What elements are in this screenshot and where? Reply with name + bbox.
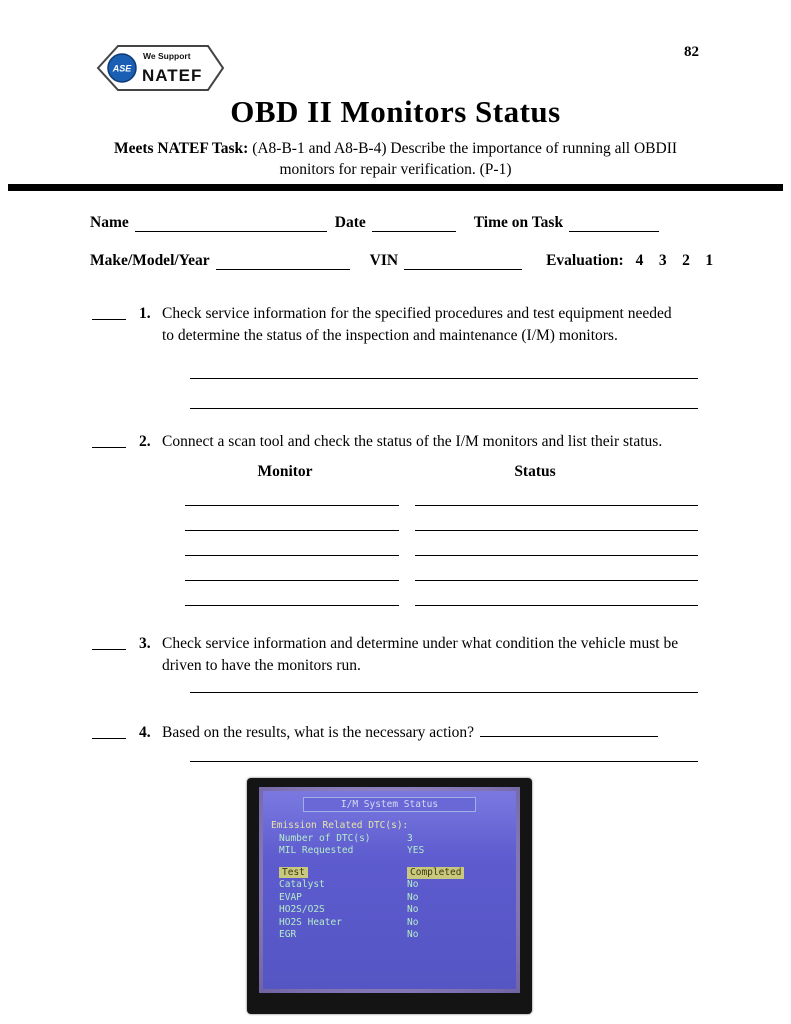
scan-tool-photo	[247, 778, 532, 1014]
monitor-blank-line	[185, 530, 399, 531]
monitor-blank-line	[185, 605, 399, 606]
logo-we-support-text: We Support	[143, 51, 191, 61]
mil-label: MIL Requested	[279, 845, 354, 856]
completed-header: Completed	[407, 867, 464, 880]
dtc-heading-row	[271, 820, 508, 833]
question-number: 2.	[139, 433, 151, 450]
answer-line	[190, 692, 698, 693]
monitor-status-row	[271, 929, 508, 942]
test-header: Test	[279, 867, 308, 878]
monitor-status-row	[271, 904, 508, 917]
checkoff-blank	[92, 722, 126, 739]
make-model-year-label: Make/Model/Year	[90, 252, 210, 269]
status-blank-line	[415, 605, 698, 606]
form-row-vehicle	[90, 252, 713, 270]
checkoff-blank	[92, 303, 126, 320]
question-text: Check service information and determine under what condition the vehicle must be driven to have the monitors run.	[162, 635, 679, 675]
make-field-blank	[216, 254, 350, 270]
monitor-status-row	[271, 879, 508, 892]
question-text: Connect a scan tool and check the status of the I/M monitors and list their status.	[162, 433, 663, 450]
monitor-column-header: Monitor	[257, 463, 313, 480]
time-field-blank	[569, 216, 659, 232]
monitor-name: HO2S Heater	[279, 916, 342, 928]
monitor-name: Catalyst	[279, 879, 325, 890]
status-blank-line	[415, 555, 698, 556]
monitor-status: No	[407, 891, 419, 903]
monitor-blank-line	[185, 580, 399, 581]
question-text: Check service information for the specified procedures and test equipment needed to determine the status of the inspection and maintenance (I/M) monitors.	[162, 305, 672, 345]
status-blank-line	[415, 530, 698, 531]
dtc-heading: Emission Related DTC(s):	[271, 820, 409, 831]
dtc-count-value: 3	[407, 832, 413, 844]
monitor-name: HO2S/O2S	[279, 904, 325, 915]
natef-task-line	[100, 139, 691, 181]
status-blank-line	[415, 580, 698, 581]
evaluation-scale: 4 3 2 1	[635, 252, 714, 269]
answer-inline-blank	[480, 722, 658, 737]
monitor-blank-line	[185, 505, 399, 506]
divider-rule	[8, 184, 783, 191]
answer-line	[190, 408, 698, 409]
scan-tool-screen-surround	[259, 787, 520, 993]
logo-natef-text: NATEF	[142, 66, 203, 85]
question-3	[92, 633, 687, 678]
checkoff-blank	[92, 633, 126, 650]
date-field-blank	[372, 216, 456, 232]
evaluation-label: Evaluation:	[546, 252, 624, 269]
date-label: Date	[334, 214, 366, 231]
dtc-count-label: Number of DTC(s)	[279, 832, 371, 844]
status-column-header: Status	[514, 463, 556, 480]
status-blank-line	[415, 505, 698, 506]
name-field-blank	[135, 216, 327, 232]
task-text: (A8-B-1 and A8-B-4) Describe the importance of running all OBDII monitors for repair verification. (P-1)	[252, 140, 678, 178]
question-1	[92, 303, 687, 348]
monitor-status-row	[271, 892, 508, 905]
form-row-name	[90, 214, 667, 232]
test-header-cell	[271, 867, 407, 880]
question-text	[162, 722, 722, 744]
page-title: OBD II Monitors Status	[230, 94, 561, 129]
monitor-status: No	[407, 929, 419, 940]
question-number: 4.	[139, 724, 151, 741]
monitor-status: No	[407, 879, 419, 890]
task-label: Meets NATEF Task:	[113, 140, 249, 157]
test-header-row	[271, 867, 508, 880]
question-2	[92, 431, 687, 453]
mil-row	[271, 845, 508, 858]
natef-logo-graphic	[95, 40, 227, 96]
name-label: Name	[90, 214, 129, 231]
page-number: 82	[684, 44, 699, 60]
monitor-status: No	[407, 904, 419, 915]
answer-line	[190, 761, 698, 762]
monitor-status: No	[407, 916, 419, 928]
natef-logo	[95, 40, 227, 96]
dtc-count-row	[271, 833, 508, 846]
vin-label: VIN	[369, 252, 399, 269]
monitor-status-row	[271, 917, 508, 930]
time-on-task-label: Time on Task	[473, 214, 564, 231]
monitor-name: EGR	[279, 929, 297, 940]
answer-line	[190, 378, 698, 379]
scan-tool-screen	[263, 791, 516, 989]
monitor-blank-line	[185, 555, 399, 556]
scan-screen-title: I/M System Status	[303, 797, 476, 812]
mil-value: YES	[407, 845, 425, 856]
checkoff-blank	[92, 431, 126, 448]
vin-field-blank	[404, 254, 522, 270]
ase-text: ASE	[112, 63, 132, 74]
question-text-inline: Based on the results, what is the necessary action?	[162, 724, 475, 741]
question-number: 3.	[139, 635, 151, 652]
question-number: 1.	[139, 305, 151, 322]
monitor-name: EVAP	[279, 891, 302, 903]
question-4	[92, 722, 722, 744]
